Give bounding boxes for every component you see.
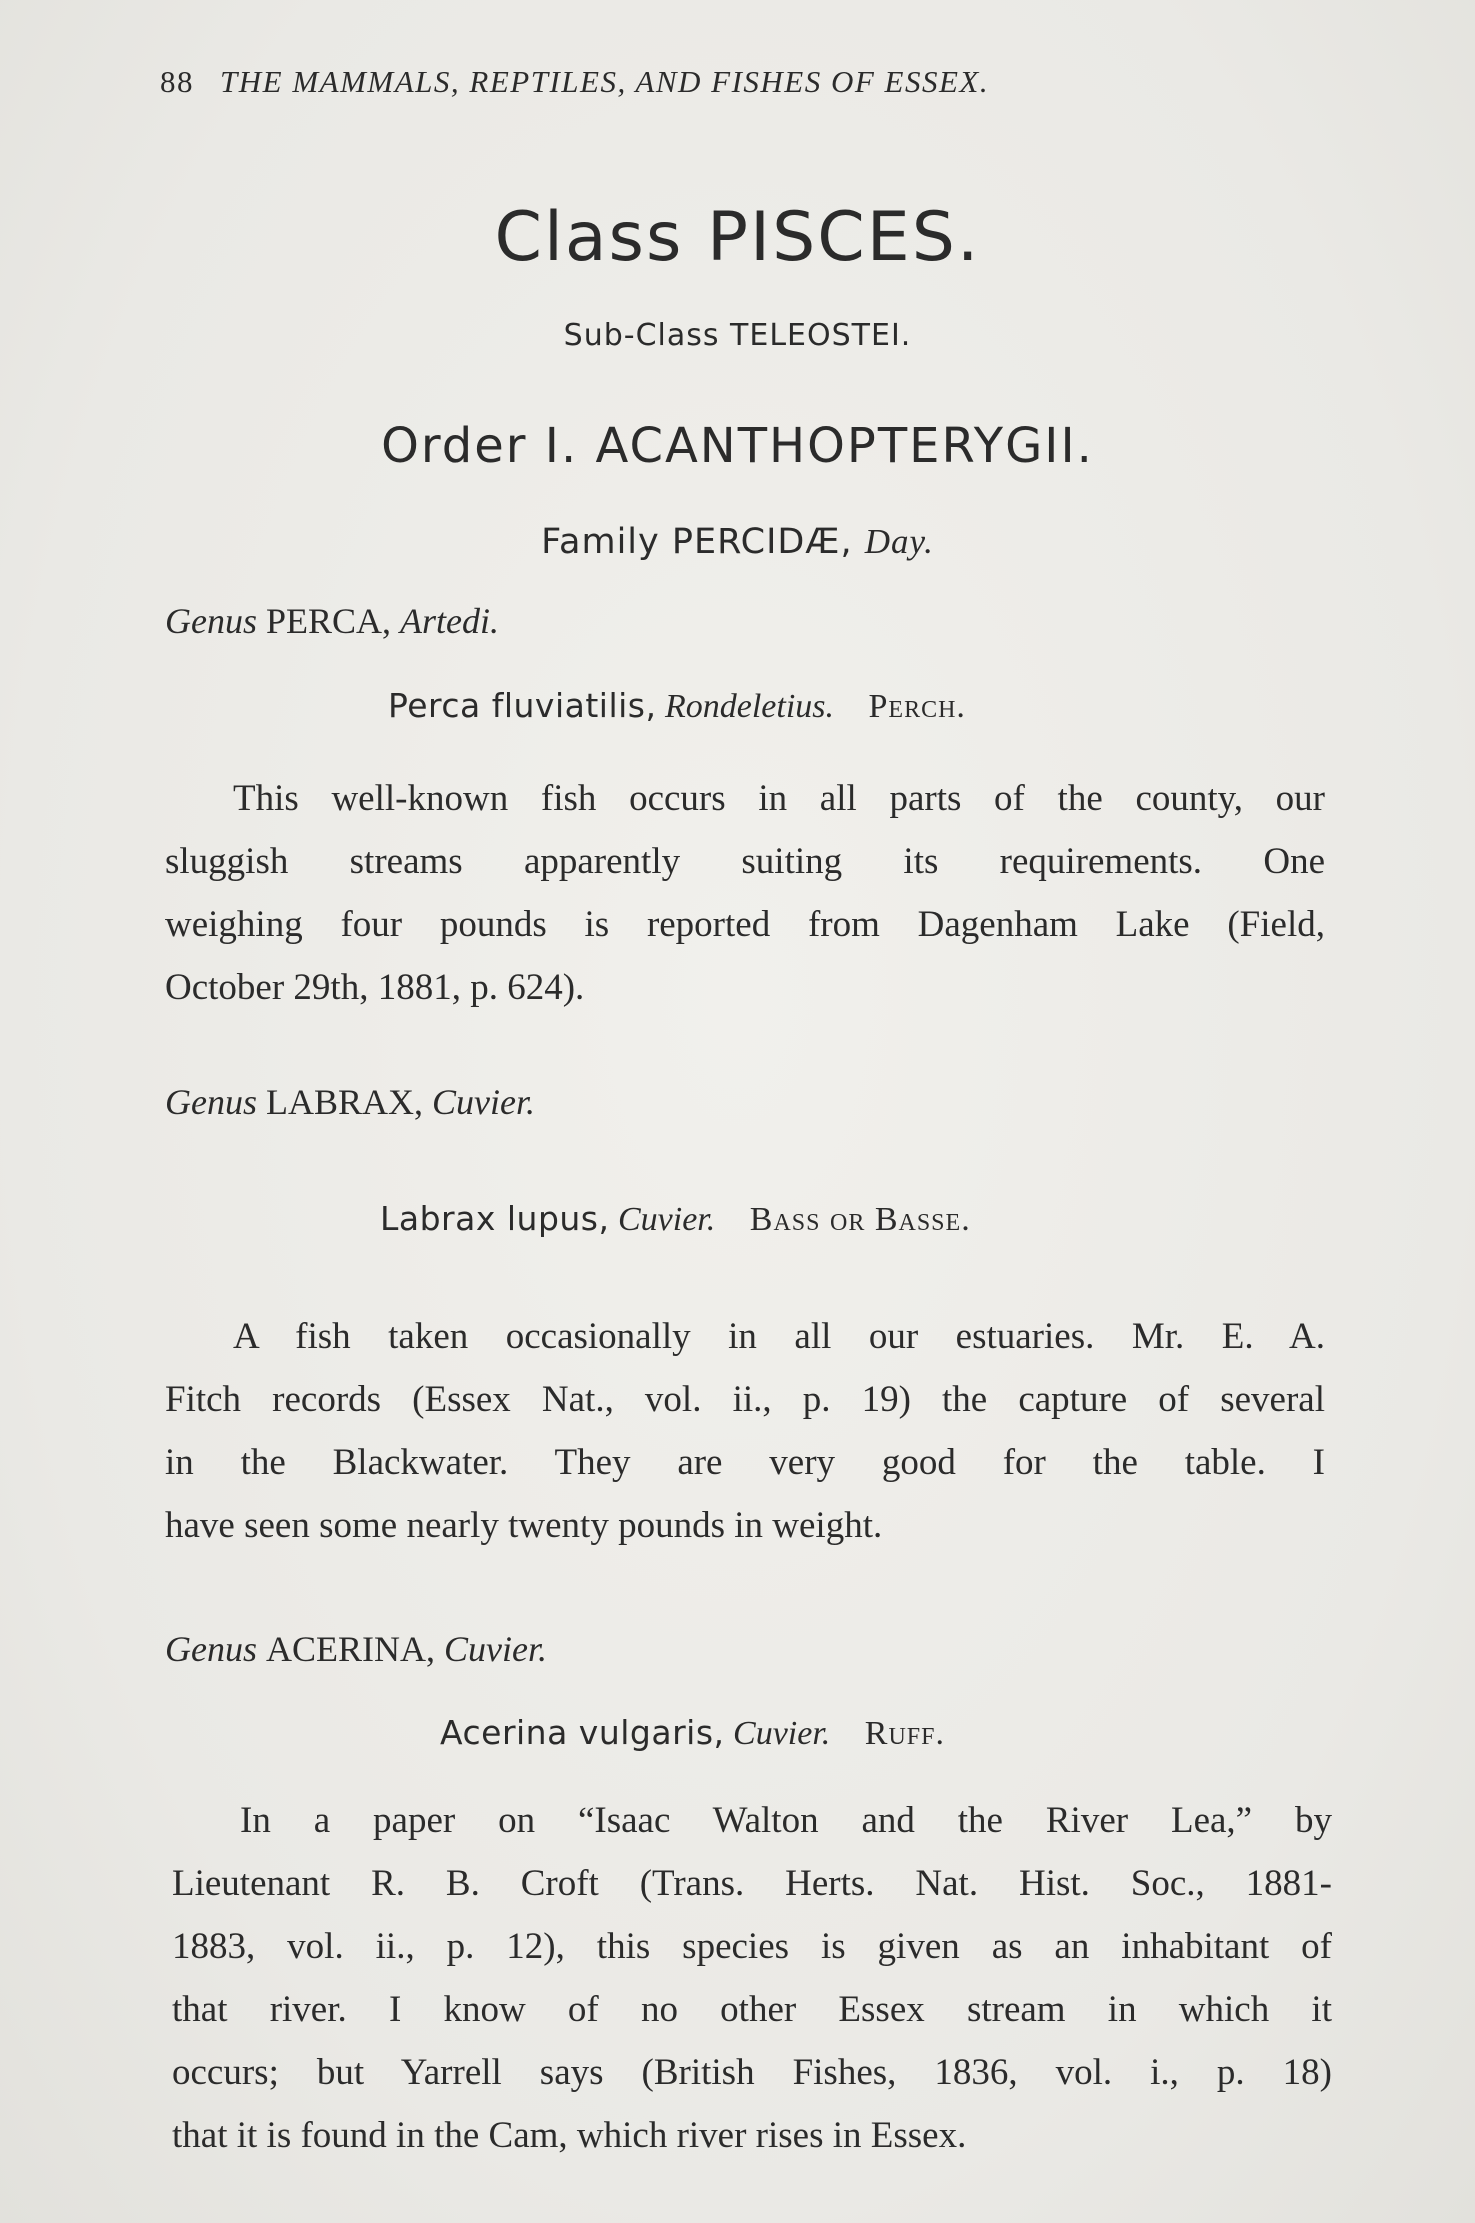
page-number: 88: [160, 64, 194, 99]
paragraph-acerina: [172, 1789, 1332, 2167]
species-authority: Cuvier.: [618, 1201, 716, 1238]
paragraph-line: This well-known fish occurs in all parts of the county, our: [233, 778, 1325, 819]
running-head: [160, 64, 1260, 100]
running-title: THE MAMMALS, REPTILES, AND FISHES OF ESSEX.: [220, 64, 990, 99]
species-name: Acerina vulgaris,: [440, 1713, 725, 1752]
genus-label: Genus: [165, 1082, 257, 1122]
species-heading-labrax: [380, 1199, 971, 1239]
paragraph-perca: [165, 767, 1325, 1019]
paragraph-line: have seen some nearly twenty pounds in weight.: [165, 1505, 883, 1546]
common-name: Ruff.: [864, 1715, 946, 1752]
species-heading-acerina: [440, 1713, 945, 1753]
species-name: Labrax lupus,: [380, 1199, 610, 1238]
family-name: Family PERCIDÆ,: [541, 522, 853, 562]
genus-authority: Cuvier.: [444, 1629, 547, 1669]
genus-label: Genus: [165, 1629, 257, 1669]
genus-authority: Cuvier.: [432, 1082, 536, 1122]
subclass-heading: Sub-Class TELEOSTEI.: [563, 318, 912, 353]
paragraph-line: Fitch records (Essex Nat., vol. ii., p. 19) the capture of several: [165, 1379, 1325, 1420]
genus-label: Genus: [165, 601, 257, 641]
common-name: Bass or Basse.: [749, 1201, 971, 1238]
paragraph-labrax: [165, 1305, 1325, 1557]
paragraph-line: In a paper on “Isaac Walton and the River Lea,” by: [240, 1800, 1332, 1841]
species-name: Perca fluviatilis,: [388, 686, 657, 725]
order-heading: Order I. ACANTHOPTERYGII.: [381, 418, 1094, 474]
paragraph-line: October 29th, 1881, p. 624).: [165, 967, 585, 1008]
family-heading: [0, 522, 1475, 562]
species-heading-perca: [388, 686, 966, 726]
species-authority: Rondeletius.: [664, 688, 835, 725]
paragraph-line: weighing four pounds is reported from Dagenham Lake (Field,: [165, 904, 1325, 945]
paragraph-line: occurs; but Yarrell says (British Fishes, 1836, vol. i., p. 18): [172, 2052, 1332, 2093]
common-name: Perch.: [868, 688, 966, 725]
paragraph-line: that river. I know of no other Essex stream in which it: [172, 1989, 1332, 2030]
genus-heading-acerina: [165, 1628, 547, 1670]
genus-heading-perca: [165, 600, 499, 642]
paragraph-line: sluggish streams apparently suiting its requirements. One: [165, 841, 1325, 882]
paragraph-line: 1883, vol. ii., p. 12), this species is given as an inhabitant of: [172, 1926, 1332, 1967]
paragraph-line: that it is found in the Cam, which river rises in Essex.: [172, 2115, 967, 2156]
genus-name: LABRAX,: [266, 1082, 424, 1122]
paragraph-line: in the Blackwater. They are very good for the table. I: [165, 1442, 1325, 1483]
species-authority: Cuvier.: [733, 1715, 831, 1752]
paragraph-line: A fish taken occasionally in all our estuaries. Mr. E. A.: [233, 1316, 1325, 1357]
genus-name: ACERINA,: [266, 1629, 435, 1669]
class-heading: Class PISCES.: [494, 198, 981, 277]
family-authority: Day.: [864, 522, 934, 561]
paragraph-line: Lieutenant R. B. Croft (Trans. Herts. Nat. Hist. Soc., 1881-: [172, 1863, 1332, 1904]
genus-heading-labrax: [165, 1081, 535, 1123]
genus-authority: Artedi.: [400, 601, 500, 641]
genus-name: PERCA,: [266, 601, 392, 641]
